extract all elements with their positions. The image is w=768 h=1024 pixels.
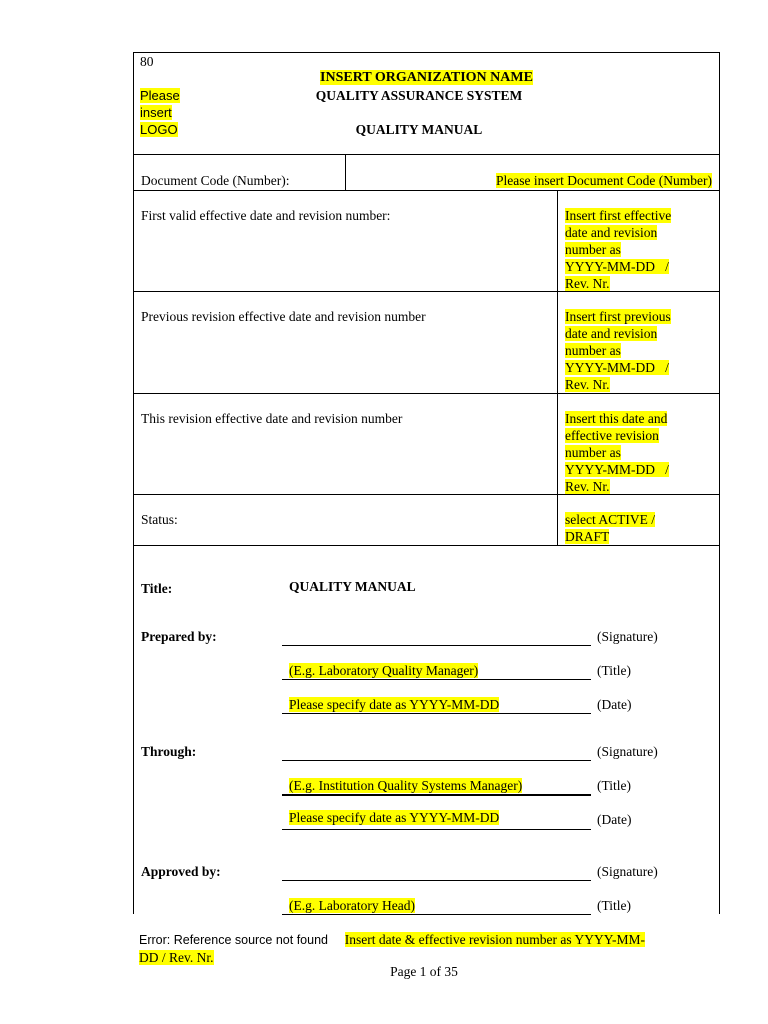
- this-revision-value-line: Insert this date and: [565, 411, 668, 426]
- through-date-caption: (Date): [597, 812, 632, 827]
- this-revision-value-line: Rev. Nr.: [565, 479, 610, 494]
- approved-by-label: Approved by:: [141, 864, 221, 879]
- prepared-by-label: Prepared by:: [141, 629, 217, 644]
- footer-revision-text-continued: DD / Rev. Nr.: [139, 950, 214, 965]
- first-revision-label: First valid effective date and revision number:: [141, 208, 391, 223]
- logo-line-3: LOGO: [140, 122, 178, 137]
- first-revision-value-line: Rev. Nr.: [565, 276, 610, 291]
- this-revision-value-line: YYYY-MM-DD /: [565, 462, 669, 477]
- first-revision-row: [134, 191, 719, 292]
- previous-revision-value-line: YYYY-MM-DD /: [565, 360, 669, 375]
- system-name: QUALITY ASSURANCE SYSTEM: [315, 88, 523, 103]
- status-label: Status:: [141, 512, 178, 527]
- page-footer: [139, 931, 709, 966]
- approved-signature-caption: (Signature): [597, 864, 658, 879]
- title-label: Title:: [141, 581, 173, 596]
- page-info: Page 1 of 35: [390, 964, 458, 979]
- prepared-date-caption: (Date): [597, 697, 632, 712]
- prepared-date-text: Please specify date as YYYY-MM-DD: [289, 697, 500, 712]
- title-value: QUALITY MANUAL: [289, 579, 416, 594]
- prepared-date-field[interactable]: [289, 696, 499, 713]
- through-label: Through:: [141, 744, 197, 759]
- document-code-value: [496, 172, 712, 189]
- this-revision-value-line: number as: [565, 445, 621, 460]
- status-row: [134, 495, 719, 546]
- this-revision-value: [565, 410, 669, 495]
- through-signature-line[interactable]: [282, 760, 591, 761]
- previous-revision-value-line: number as: [565, 343, 621, 358]
- this-revision-label: This revision effective date and revision number: [141, 411, 403, 426]
- through-signature-caption: (Signature): [597, 744, 658, 759]
- page-number: 80: [140, 54, 154, 69]
- header-row: [134, 53, 719, 155]
- reference-error-text: Error: Reference source not found: [139, 933, 328, 947]
- previous-revision-value-line: date and revision: [565, 326, 658, 341]
- footer-revision-text: Insert date & effective revision number as YYYY-MM-: [344, 932, 646, 947]
- through-title-caption: (Title): [597, 778, 632, 793]
- prepared-signature-line[interactable]: [282, 645, 591, 646]
- manual-name: QUALITY MANUAL: [355, 122, 483, 137]
- first-revision-value: [565, 207, 671, 292]
- approved-signature-line[interactable]: [282, 880, 591, 881]
- approved-title-caption: (Title): [597, 898, 632, 913]
- document-code-value-text: Please insert Document Code (Number): [496, 173, 712, 188]
- prepared-title-text: (E.g. Laboratory Quality Manager): [289, 663, 479, 678]
- status-value-line: DRAFT: [565, 529, 610, 544]
- logo-line-1: Please: [140, 88, 180, 103]
- organization-name-text: INSERT ORGANIZATION NAME: [320, 70, 533, 85]
- prepared-signature-caption: (Signature): [597, 629, 658, 644]
- this-revision-value-line: effective revision: [565, 428, 659, 443]
- previous-revision-value: [565, 308, 671, 393]
- previous-revision-value-line: Insert first previous: [565, 309, 671, 324]
- status-value: [565, 511, 655, 545]
- document-code-label: Document Code (Number):: [141, 173, 290, 188]
- prepared-title-field[interactable]: [289, 662, 478, 679]
- document-header-table: [133, 52, 720, 914]
- approved-title-field[interactable]: [289, 897, 415, 914]
- organization-name: [134, 69, 719, 86]
- status-value-line: select ACTIVE /: [565, 512, 655, 527]
- prepared-title-caption: (Title): [597, 663, 632, 678]
- first-revision-value-line: number as: [565, 242, 621, 257]
- previous-revision-label: Previous revision effective date and revision number: [141, 309, 426, 324]
- through-date-text: Please specify date as YYYY-MM-DD: [289, 810, 500, 825]
- through-date-field[interactable]: [289, 809, 499, 826]
- previous-revision-row: [134, 292, 719, 394]
- first-revision-value-line: date and revision: [565, 225, 658, 240]
- previous-revision-value-line: Rev. Nr.: [565, 377, 610, 392]
- logo-line-2: insert: [140, 105, 172, 120]
- through-title-text: (E.g. Institution Quality Systems Manager): [289, 778, 523, 793]
- first-revision-value-line: YYYY-MM-DD /: [565, 259, 669, 274]
- approved-title-text: (E.g. Laboratory Head): [289, 898, 415, 913]
- through-title-field[interactable]: [289, 777, 522, 794]
- this-revision-row: [134, 394, 719, 495]
- document-code-row: [134, 155, 719, 191]
- first-revision-value-line: Insert first effective: [565, 208, 672, 223]
